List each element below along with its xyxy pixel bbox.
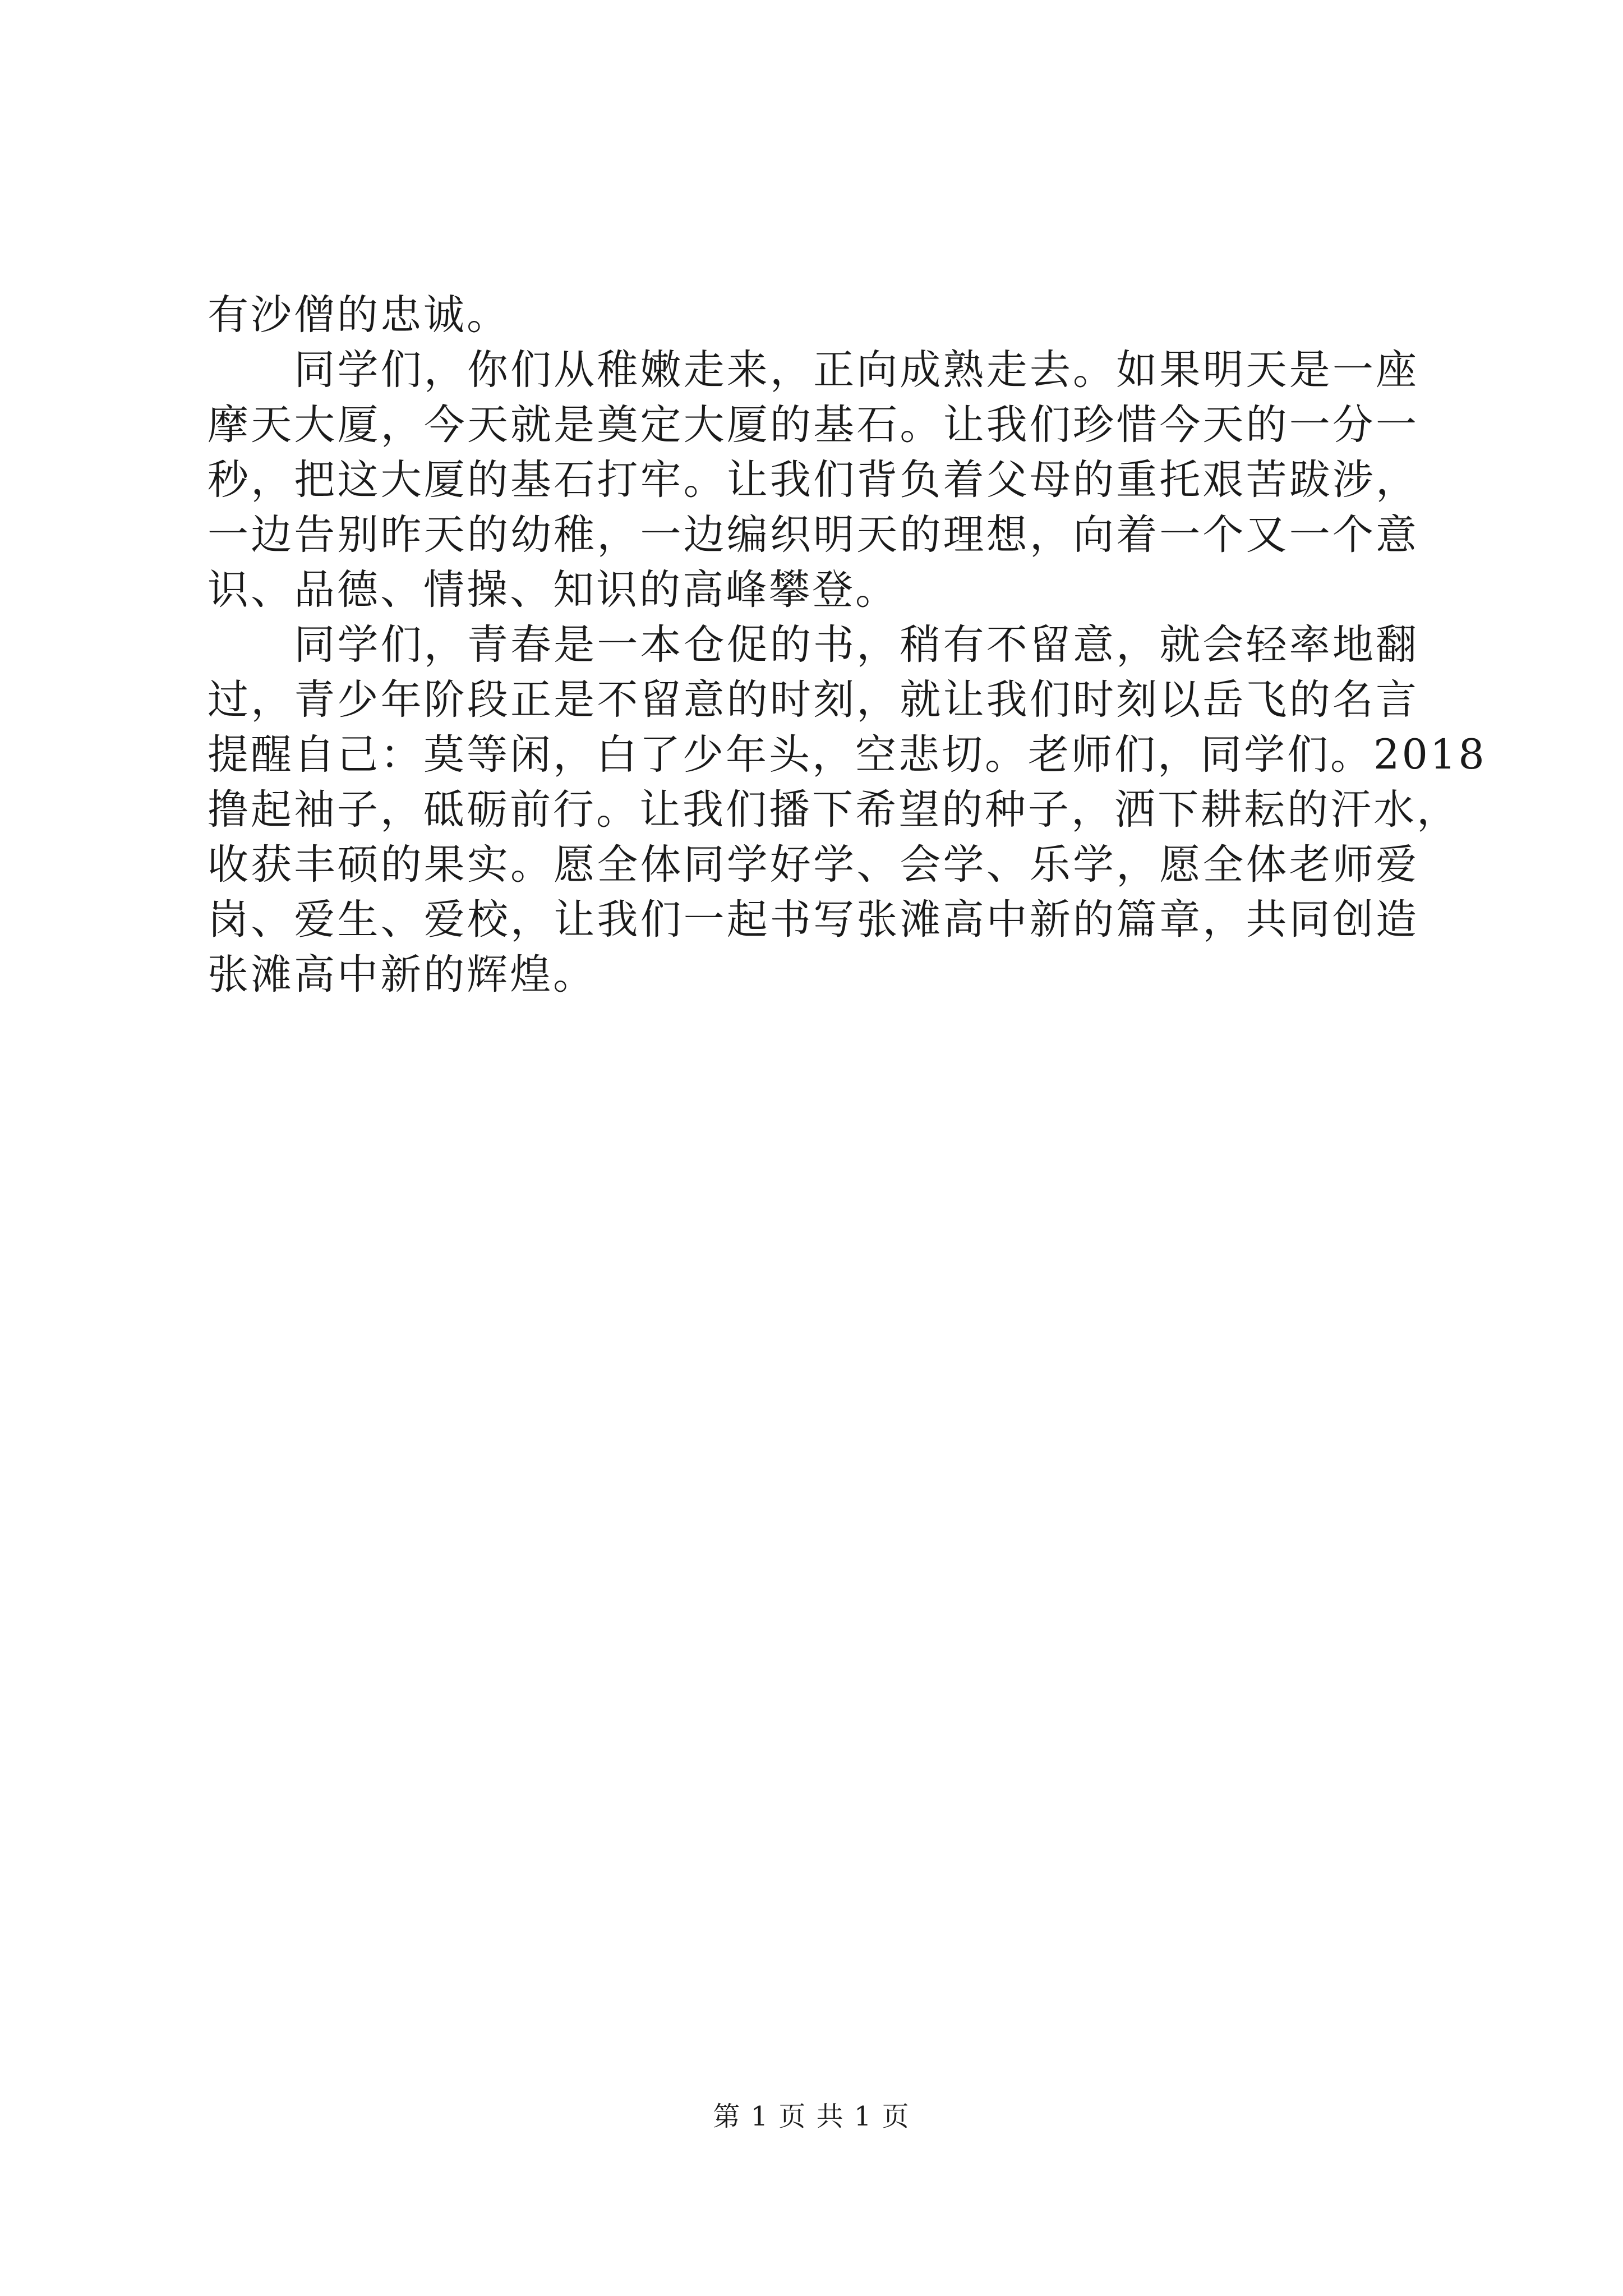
text-line: 收获丰硕的果实。愿全体同学好学、会学、乐学，愿全体老师爱 [208, 841, 1419, 889]
text-line: 过，青少年阶段正是不留意的时刻，就让我们时刻以岳飞的名言 [208, 676, 1419, 724]
body-text [208, 291, 1487, 1009]
page-number: 第 1 页 共 1 页 [713, 2101, 910, 2132]
page-footer [0, 2101, 1623, 2132]
text-line: 撸起袖子，砥砺前行。让我们播下希望的种子，洒下耕耘的汗水， [208, 786, 1460, 834]
text-line: 摩天大厦，今天就是奠定大厦的基石。让我们珍惜今天的一分一 [208, 401, 1419, 449]
text-line: 同学们，青春是一本仓促的书，稍有不留意，就会轻率地翻 [208, 621, 1419, 669]
text-line: 秒，把这大厦的基石打牢。让我们背负着父母的重托艰苦跋涉， [208, 456, 1419, 504]
text-line: 提醒自己：莫等闲，白了少年头，空悲切。老师们，同学们。2018 [208, 731, 1487, 779]
text-line: 岗、爱生、爱校，让我们一起书写张滩高中新的篇章，共同创造 [208, 896, 1419, 944]
text-line: 张滩高中新的辉煌。 [208, 951, 596, 999]
text-line: 识、品德、情操、知识的高峰攀登。 [208, 566, 898, 614]
text-line: 有沙僧的忠诚。 [208, 291, 510, 339]
text-line: 一边告别昨天的幼稚，一边编织明天的理想，向着一个又一个意 [208, 511, 1419, 559]
text-line: 同学们，你们从稚嫩走来，正向成熟走去。如果明天是一座 [208, 346, 1419, 394]
